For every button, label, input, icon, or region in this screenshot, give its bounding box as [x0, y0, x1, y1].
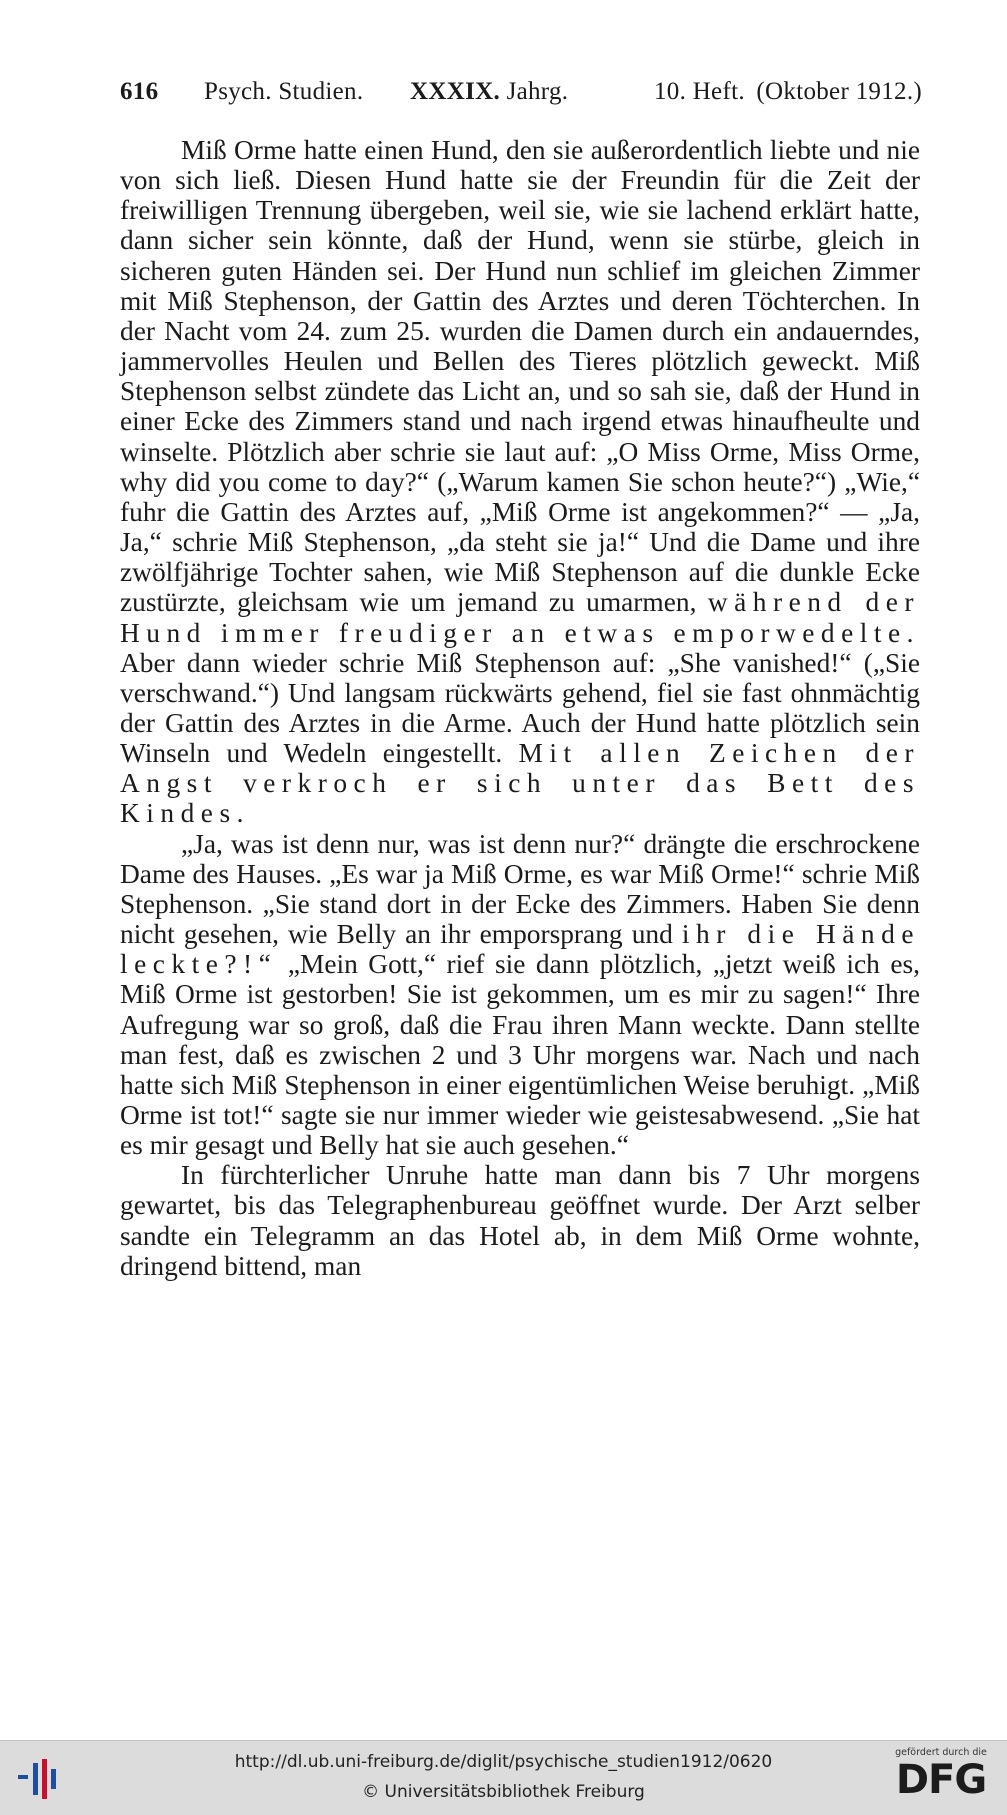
running-head	[120, 78, 922, 112]
paragraph-2	[120, 829, 920, 1161]
paragraph-1	[120, 135, 920, 829]
volume-number: XXXIX.	[410, 78, 500, 105]
paragraph-1-spaced-1: während der Hund immer freudiger an etwas emporwedelte.	[120, 587, 920, 648]
paragraph-1-part-a: Miß Orme hatte einen Hund, den sie außerordentlich liebte und nie von sich ließ. Diesen Hund hatte sie der Freundin für die Zeit der freiwilligen Trennung übergeben, weil sie, wie sie lachend erklärt hatte, dann sicher sein könnte, daß der Hund, wenn sie stürbe, gleich in sicheren guten Händen sei. Der Hund nun schlief im gleichen Zimmer mit Miß Stephenson, der Gattin des Arztes und deren Töchterchen. In der Nacht vom 24. zum 25. wurden die Damen durch ein andauerndes, jammervolles Heulen und Bellen des Tieres plötzlich geweckt. Miß Stephenson selbst zündete das Licht an, und so sah sie, daß der Hund in einer Ecke des Zimmers stand und nach irgend etwas hinaufheulte und winselte. Plötzlich aber schrie sie laut auf: „O Miss Orme, Miss Orme, why did you come to day?“ („Warum kamen Sie schon heute?“) „Wie,“ fuhr die Gattin des Arztes auf, „Miß Orme ist angekommen?“ — „Ja, Ja,“ schrie Miß Stephenson, „da steht sie ja!“ Und die Dame und ihre zwölfjährige Tochter sahen, wie Miß Stephenson auf die dunkle Ecke zustürzte, gleichsam wie um jemand zu umarmen,	[120, 135, 920, 618]
journal-title: Psych. Studien.	[204, 78, 364, 105]
footer-copyright: © Universitätsbibliothek Freiburg	[362, 1782, 645, 1802]
dfg-logo	[885, 1747, 997, 1811]
dfg-caption: gefördert durch die	[895, 1747, 987, 1758]
paragraph-2-spaced: ihr die Hände leckte?!“	[120, 919, 920, 980]
paragraph-2-part-a: „Ja, was ist denn nur, was ist denn nur?“ drängte die erschrockene Dame des Hauses. „Es war ja Miß Orme, es war Miß Orme!“ schrie Miß Stephenson. „Sie stand dort in der Ecke des Zimmers. Haben Sie denn nicht gesehen, wie Belly an ihr emporsprang und	[120, 828, 920, 950]
footer-bar	[0, 1740, 1007, 1815]
paragraph-1-spaced-2: Mit allen Zeichen der Angst verkroch er sich unter das Bett des Kindes.	[120, 738, 920, 829]
jahrg-label: Jahrg.	[506, 78, 569, 105]
paragraph-1-part-b: Aber dann wieder schrie Miß Stephenson auf: „She vanished!“ („Sie verschwand.“) Und langsam rückwärts gehend, fiel sie fast ohnmächtig der Gattin des Arztes in die Arme. Auch der Hund hatte plötzlich sein Winseln und Wedeln eingestellt.	[120, 647, 920, 769]
paragraph-2-part-b: „Mein Gott,“ rief sie dann plötzlich, „jetzt weiß ich es, Miß Orme ist gestorben! Sie ist gekommen, um es mir zu sagen!“ Ihre Aufregung war so groß, daß die Frau ihren Mann weckte. Dann stellte man fest, daß es zwischen 2 und 3 Uhr morgens war. Nach und nach hatte sich Miß Stephenson in einer eigentümlichen Weise beruhigt. „Miß Orme ist tot!“ sagte sie nur immer wieder wie geistesabwesend. „Sie hat es mir gesagt und Belly hat sie auch gesehen.“	[120, 949, 920, 1161]
footer-url-link[interactable]: http://dl.ub.uni-freiburg.de/diglit/psychische_studien1912/0620	[234, 1752, 773, 1772]
dfg-mark: DFG	[895, 1757, 987, 1803]
page-number: 616	[120, 78, 159, 105]
issue-number: 10. Heft.	[654, 78, 745, 105]
issue-date: (Oktober 1912.)	[756, 78, 922, 105]
paragraph-3: In fürchterlicher Unruhe hatte man dann bis 7 Uhr morgens gewartet, bis das Telegraphenbureau geöffnet wurde. Der Arzt selber sandte ein Telegramm an das Hotel ab, in dem Miß Orme wohnte, dringend bittend, man	[120, 1160, 920, 1281]
volume-year	[410, 78, 568, 106]
body-text	[120, 135, 920, 1281]
